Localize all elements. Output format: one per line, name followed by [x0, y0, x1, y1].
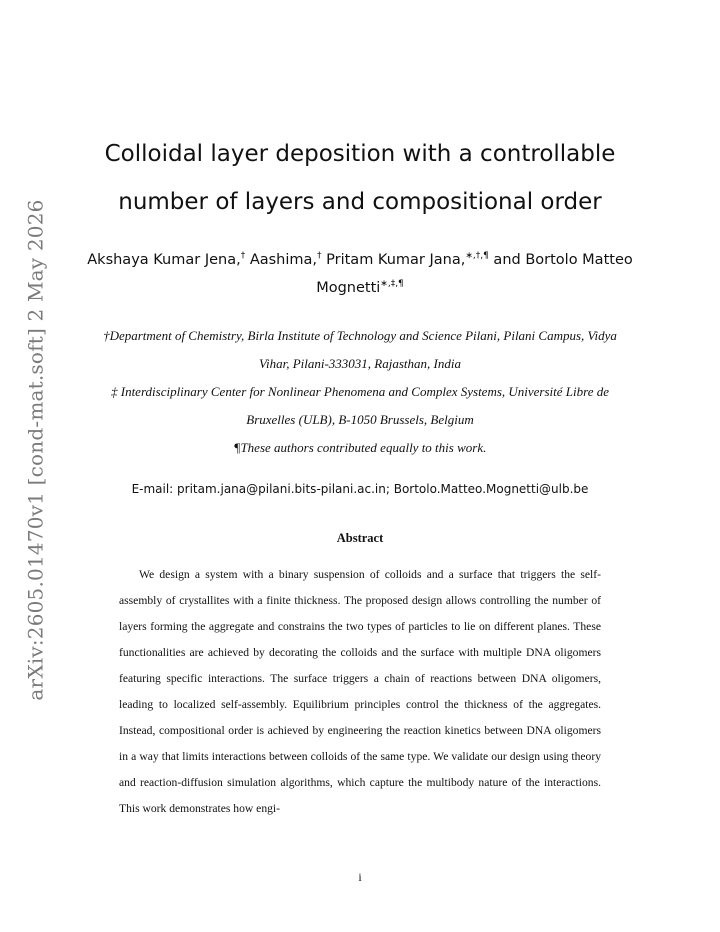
abstract-heading: Abstract	[336, 531, 384, 545]
author-1-mark: †	[240, 251, 246, 261]
paper-title	[60, 130, 660, 226]
affiliation-3: ¶These authors contributed equally to this work.	[233, 440, 487, 455]
title-line-1: Colloidal layer deposition with a controllable	[104, 141, 616, 167]
author-1: Akshaya Kumar Jena,	[87, 252, 241, 268]
affiliation-list	[90, 322, 630, 462]
author-3: Pritam Kumar Jana,	[321, 252, 466, 268]
arxiv-sidebar-stamp	[20, 200, 52, 700]
author-2: Aashima,	[245, 252, 318, 268]
affiliation-2: ‡ Interdisciplinary Center for Nonlinear Phenomena and Complex Systems, Université Libre de Bruxelles (ULB), B-1050 Brussels, Belgium	[110, 384, 610, 427]
page-number: i	[358, 870, 362, 884]
contact-email: E-mail: pritam.jana@pilani.bits-pilani.ac.in; Bortolo.Matteo.Mognetti@ulb.be	[131, 482, 589, 496]
abstract-body: We design a system with a binary suspension of colloids and a surface that triggers the self-assembly of crystallites with a finite thickness. The proposed design allows controlling the number of layers forming the aggregate and constrains the two types of particles to lie on different planes. These functionalities are achieved by decorating the colloids and the surface with multiple DNA oligomers featuring specific interactions. The surface triggers a chain of reactions between DNA oligomers, leading to localized self-assembly. Equilibrium principles control the thickness of the aggregates. Instead, compositional order is achieved by engineering the reaction kinetics between DNA oligomers in a way that limits interactions between colloids of the same type. We validate our design using theory and reaction-diffusion simulation algorithms, which capture the multibody nature of the interactions. This work demonstrates how engi-	[119, 568, 601, 815]
affiliation-1: †Department of Chemistry, Birla Institute of Technology and Science Pilani, Pilani Campus, Vidya Vihar, Pilani-333031, Rajasthan, India	[103, 328, 617, 371]
arxiv-identifier: arXiv:2605.01470v1 [cond-mat.soft] 2 May 2026	[24, 199, 49, 701]
author-4-mark: ∗,‡,¶	[380, 279, 404, 289]
author-list	[80, 246, 640, 302]
author-4: and Bortolo Matteo Mognetti	[316, 252, 633, 296]
title-line-2: number of layers and compositional order	[118, 189, 602, 215]
author-3-mark: ∗,†,¶	[465, 251, 489, 261]
author-2-mark: †	[317, 251, 322, 261]
